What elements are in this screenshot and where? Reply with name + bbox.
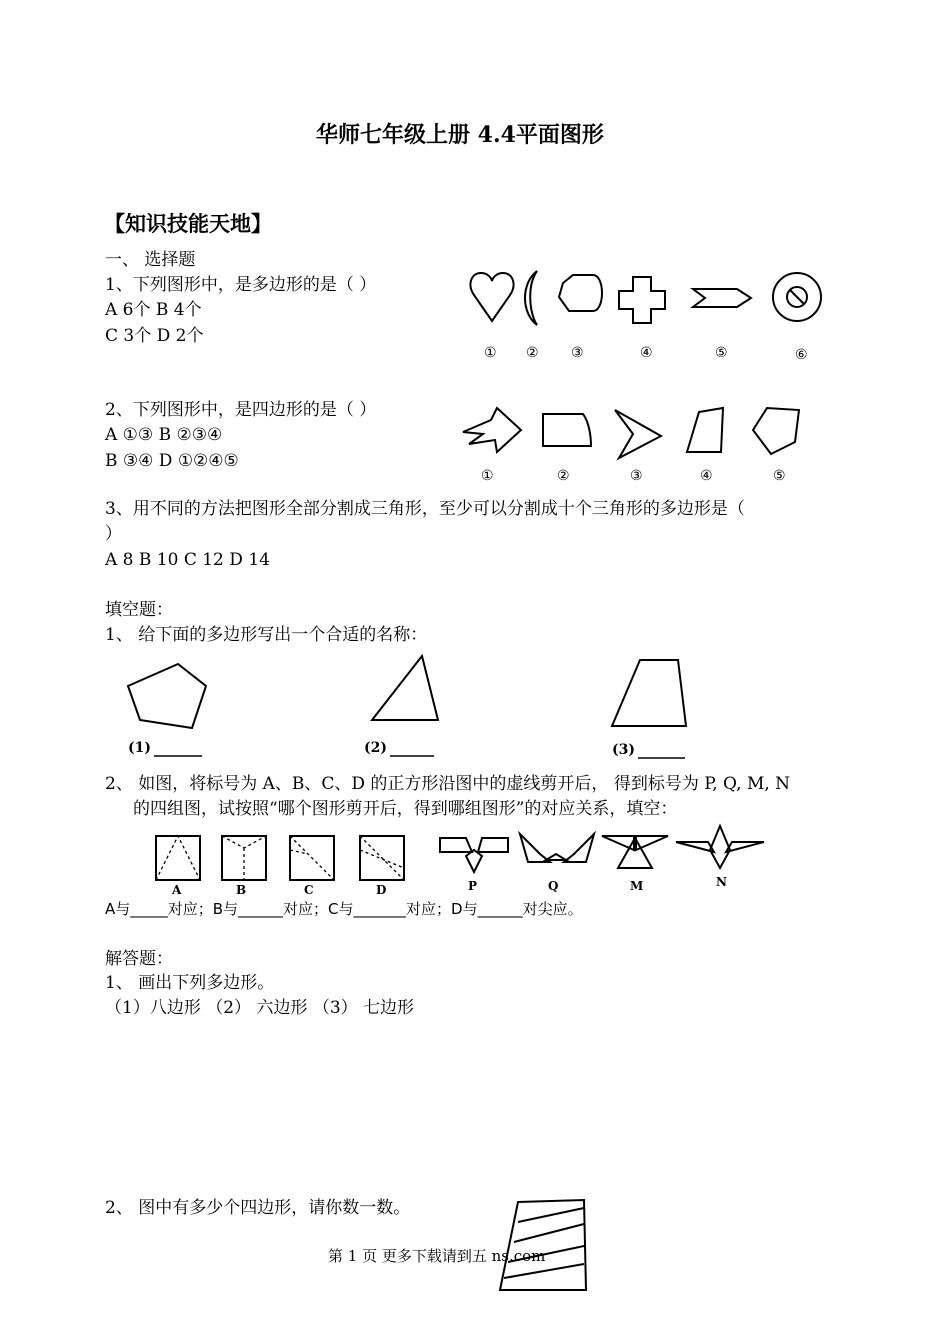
- label-c: C: [304, 883, 314, 897]
- triangle-polygon: [372, 656, 438, 720]
- fill-q1-label-3: (3): [612, 742, 635, 758]
- pentagon-polygon: [128, 664, 206, 728]
- crescent-shape: [525, 271, 537, 325]
- q2-stem: 2、下列图形中，是四边形的是（ ）: [105, 400, 377, 420]
- q2-label-3: ③: [630, 468, 643, 484]
- answer-q1-stem: 1、 画出下列多边形。: [105, 973, 275, 993]
- pieces-m: [602, 836, 668, 868]
- pentagon-shape: [753, 408, 799, 454]
- quadrilateral-shape: [687, 408, 723, 452]
- label-d: D: [376, 883, 387, 897]
- label-b: B: [236, 883, 247, 897]
- heart-shape: [470, 273, 513, 321]
- fill-q1-label-2: (2): [364, 740, 387, 756]
- q3-options: A 8 B 10 C 12 D 14: [105, 550, 270, 570]
- q1-shapes-figure: [465, 265, 845, 365]
- cross-shape: [619, 277, 665, 323]
- label-p: P: [468, 879, 478, 893]
- section-header: 【知识技能天地】: [104, 211, 272, 236]
- fill-q1-figures: [120, 650, 740, 762]
- q2-label-2: ②: [557, 468, 570, 484]
- q2-options-line2: B ③④ D ①②④⑤: [105, 451, 239, 471]
- arrow-shape: [463, 408, 521, 452]
- q1-options-line2: C 3个 D 2个: [105, 326, 204, 346]
- pieces-q: [520, 834, 594, 862]
- fill-q1-label-1: (1): [128, 740, 151, 756]
- q1-label-6: ⑥: [795, 347, 808, 363]
- fill-q2-line2: 的四组图，试按照“哪个图形剪开后，得到哪组图形”的对应关系，填空：: [133, 799, 678, 819]
- q1-label-5: ⑤: [715, 345, 728, 361]
- chevron-arrow-shape: [693, 289, 751, 307]
- label-m: M: [630, 879, 644, 893]
- q2-label-1: ①: [481, 468, 494, 484]
- rounded-hexagon-shape: [559, 275, 602, 311]
- q2-shapes-figure: [455, 400, 815, 490]
- answer-q1-items: （1）八边形 （2） 六边形 （3） 七边形: [105, 998, 415, 1018]
- q3-stem: 3、用不同的方法把图形全部分割成三角形，至少可以分割成十个三角形的多边形是（: [105, 499, 745, 519]
- page-title: 华师七年级上册 4.4平面图形: [316, 122, 604, 148]
- pieces-p: [440, 838, 508, 872]
- part2-heading: 填空题：: [105, 600, 173, 620]
- fill-q1-stem: 1、 给下面的多边形写出一个合适的名称：: [105, 625, 428, 645]
- fill-q2-line1: 2、 如图，将标号为 A、B、C、D 的正方形沿图中的虚线剪开后， 得到标号为 P, Q, M, N: [105, 774, 791, 794]
- q1-label-4: ④: [640, 345, 653, 361]
- q3-stem-cont: ）: [105, 524, 122, 544]
- part1-heading: 一、 选择题: [105, 250, 196, 270]
- q2-label-5: ⑤: [773, 468, 786, 484]
- page-footer: 第 1 页 更多下载请到五 ns.com: [328, 1247, 546, 1265]
- answer-q2-stem: 2、 图中有多少个四边形，请你数一数。: [105, 1198, 411, 1218]
- part3-heading: 解答题：: [105, 949, 173, 969]
- q1-label-2: ②: [526, 345, 539, 361]
- fill-q2-figure: [148, 826, 788, 896]
- label-n: N: [716, 875, 727, 889]
- dart-shape: [615, 410, 661, 458]
- label-a: A: [172, 883, 182, 897]
- square-a: [156, 836, 200, 880]
- q1-options-line1: A 6个 B 4个: [105, 300, 202, 320]
- trapezoid-polygon: [612, 660, 686, 726]
- q1-stem: 1、下列图形中，是多边形的是（ ）: [105, 275, 377, 295]
- q1-label-1: ①: [484, 345, 497, 361]
- fill-q2-answer-line: A与_____对应；B与______对应；C与_______对应；D与______对尖应。: [105, 900, 583, 918]
- q2-label-4: ④: [700, 468, 713, 484]
- label-q: Q: [548, 879, 559, 893]
- q2-options-line1: A ①③ B ②③④: [105, 425, 223, 445]
- trapezoid-shape: [543, 414, 591, 446]
- q1-label-3: ③: [571, 345, 584, 361]
- pieces-n: [676, 826, 764, 868]
